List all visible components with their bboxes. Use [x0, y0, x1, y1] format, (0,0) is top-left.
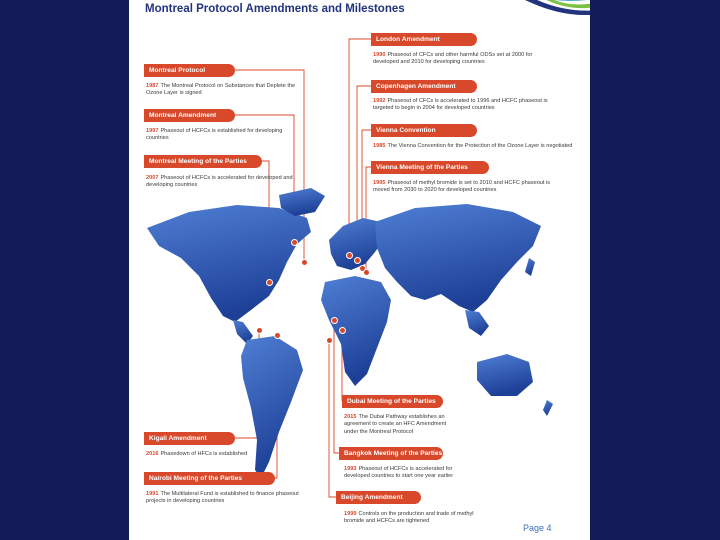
milestone-label: Montreal Amendment [144, 109, 235, 122]
milestone-description: 1991 The Multilateral Fund is established to finance phaseout projects in developing countries [146, 491, 299, 505]
location-dot [256, 327, 263, 334]
milestone-description: 1985 The Vienna Convention for the Protection of the Ozone Layer is negotiated [373, 143, 573, 149]
milestone-label: London Amendment [371, 33, 477, 46]
page-number: Page 4 [523, 523, 552, 533]
page-title: Montreal Protocol Amendments and Milestones [145, 3, 405, 15]
location-dot [363, 269, 370, 276]
australia [477, 354, 533, 396]
milestone-label: Kigali Amendment [144, 432, 235, 445]
milestone-label: Beijing Amendment [336, 491, 421, 504]
milestone-description: 1992 Phaseout of CFCs is accelerated to 1996 and HCFC phaseout is targeted to begin in 2004 for developed countries [373, 98, 548, 112]
milestone-label: Montreal Protocol [144, 64, 235, 77]
asia [375, 204, 541, 312]
location-dot [346, 252, 353, 259]
milestone-label: Vienna Convention [371, 124, 477, 137]
milestone-description: 1999 Controls on the production and trade of methyl bromide and HCFCs are tightened [344, 511, 474, 525]
location-dot [326, 337, 333, 344]
milestone-label: Bangkok Meeting of the Parties [339, 447, 443, 460]
location-dot [354, 257, 361, 264]
milestone-label: Dubai Meeting of the Parties [342, 395, 443, 408]
new-zealand [543, 400, 553, 416]
north-america [147, 205, 311, 322]
japan [525, 258, 535, 276]
milestone-label: Copenhagen Amendment [371, 80, 477, 93]
africa [321, 276, 391, 386]
milestone-label: Vienna Meeting of the Parties [371, 161, 489, 174]
milestone-description: 1987 The Montreal Protocol on Substances that Deplete the Ozone Layer is signed [146, 83, 296, 97]
milestone-description: 2007 Phaseout of HCFCs is accelerated for developed and developing countries [146, 175, 293, 189]
milestone-description: 2016 Phasedown of HFCs is established [146, 451, 248, 457]
milestone-description: 1990 Phaseout of CFCs and other harmful ODSs set at 2000 for developed and 2010 for developing countries [373, 52, 533, 66]
milestone-description: 1993 Phaseout of HCFCs is accelerated for developed countries to start one year earlier [344, 466, 454, 480]
milestone-description: 1995 Phaseout of methyl bromide is set to 2010 and HCFC phaseout is moved from 2030 to 2020 for developed countries [373, 180, 551, 194]
south-east-asia [465, 310, 489, 336]
document-page [129, 0, 590, 540]
milestone-description: 1997 Phaseout of HCFCs is established for developing countries [146, 128, 283, 142]
location-dot [339, 327, 346, 334]
milestone-description: 2015 The Dubai Pathway establishes an agreement to create an HFC Amendment under the Montreal Protocol [344, 414, 447, 435]
location-dot [274, 332, 281, 339]
location-dot [331, 317, 338, 324]
milestone-label: Montreal Meeting of the Parties [144, 155, 262, 168]
location-dot [291, 239, 298, 246]
location-dot [301, 259, 308, 266]
milestone-label: Nairobi Meeting of the Parties [144, 472, 275, 485]
location-dot [266, 279, 273, 286]
